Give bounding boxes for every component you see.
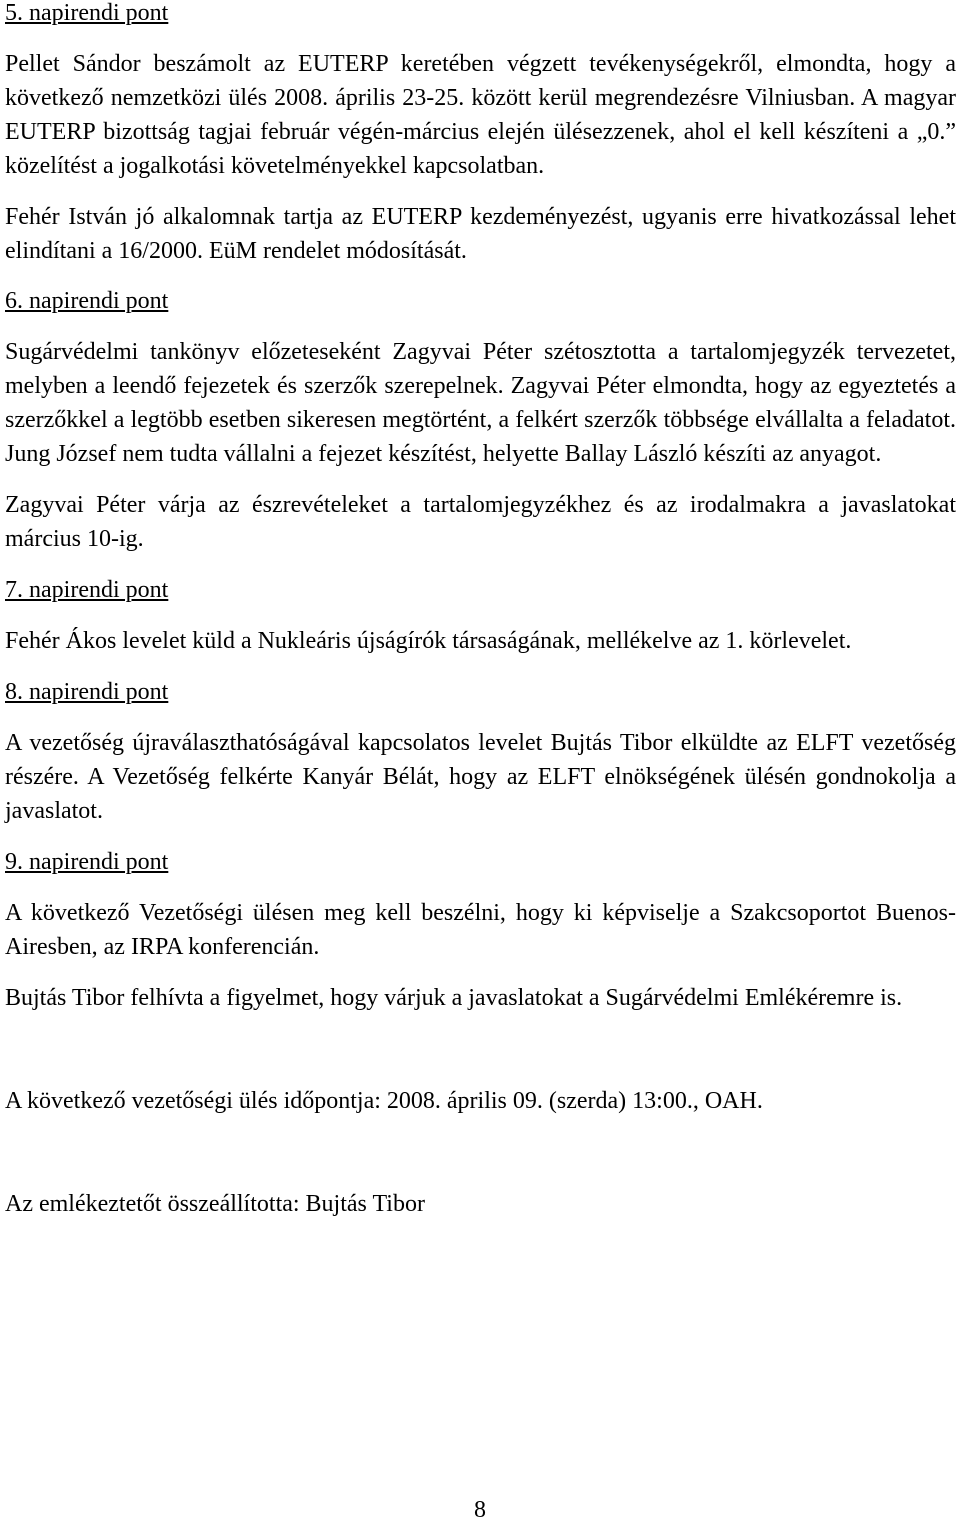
document-page bbox=[5, 0, 956, 1221]
section-9-heading: 9. napirendi pont bbox=[5, 849, 169, 875]
section-7-paragraph-1: Fehér Ákos levelet küld a Nukleáris újságírók társaságának, mellékelve az 1. körlevelet. bbox=[5, 628, 852, 654]
section-5-paragraph-2: Fehér István jó alkalomnak tartja az EUTERP kezdeményezést, ugyanis erre hivatkozással lehet elindítani a 16/2000. EüM rendelet módosítását. bbox=[5, 204, 956, 264]
section-7-heading: 7. napirendi pont bbox=[5, 577, 169, 603]
next-meeting-line: A következő vezetőségi ülés időpontja: 2008. április 09. (szerda) 13:00., OAH. bbox=[5, 1088, 763, 1114]
section-6-paragraph-1: Sugárvédelmi tankönyv előzeteseként Zagyvai Péter szétosztotta a tartalomjegyzék tervezetet, melyben a leendő fejezetek és szerzők szerepelnek. Zagyvai Péter elmondta, hogy az egyeztetés a szerzőkkel a legtöbb esetben sikeresen megtörtént, a felkért szerzők többsége elvállalta a feladatot. Jung József nem tudta vállalni a fejezet készítést, helyette Ballay László készíti az anyagot. bbox=[5, 339, 956, 467]
section-6-paragraph-2: Zagyvai Péter várja az észrevételeket a tartalomjegyzékhez és az irodalmakra a javaslatokat március 10-ig. bbox=[5, 492, 956, 552]
section-6-heading: 6. napirendi pont bbox=[5, 288, 169, 314]
section-8-paragraph-1: A vezetőség újraválaszthatóságával kapcsolatos levelet Bujtás Tibor elküldte az ELFT vezetőség részére. A Vezetőség felkérte Kanyár Bélát, hogy az ELFT elnökségének ülésén gondnokolja a javaslatot. bbox=[5, 730, 956, 824]
section-5-paragraph-1: Pellet Sándor beszámolt az EUTERP keretében végzett tevékenységekről, elmondta, hogy a következő nemzetközi ülés 2008. április 23-25. között kerül megrendezésre Vilniusban. A magyar EUTERP bizottság tagjai február végén-március elején ülésezzenek, ahol el kell készíteni a „0.” közelítést a jogalkotási követelményekkel kapcsolatban. bbox=[5, 51, 956, 179]
section-9-paragraph-2: Bujtás Tibor felhívta a figyelmet, hogy várjuk a javaslatokat a Sugárvédelmi Emlékéremre is. bbox=[5, 985, 903, 1011]
page-number: 8 bbox=[474, 1497, 486, 1523]
section-5-heading: 5. napirendi pont bbox=[5, 0, 169, 26]
section-8-heading: 8. napirendi pont bbox=[5, 679, 169, 705]
compiled-by-line: Az emlékeztetőt összeállította: Bujtás Tibor bbox=[5, 1191, 425, 1217]
section-9-paragraph-1: A következő Vezetőségi ülésen meg kell beszélni, hogy ki képviselje a Szakcsoportot Buenos-Airesben, az IRPA konferencián. bbox=[5, 900, 956, 960]
